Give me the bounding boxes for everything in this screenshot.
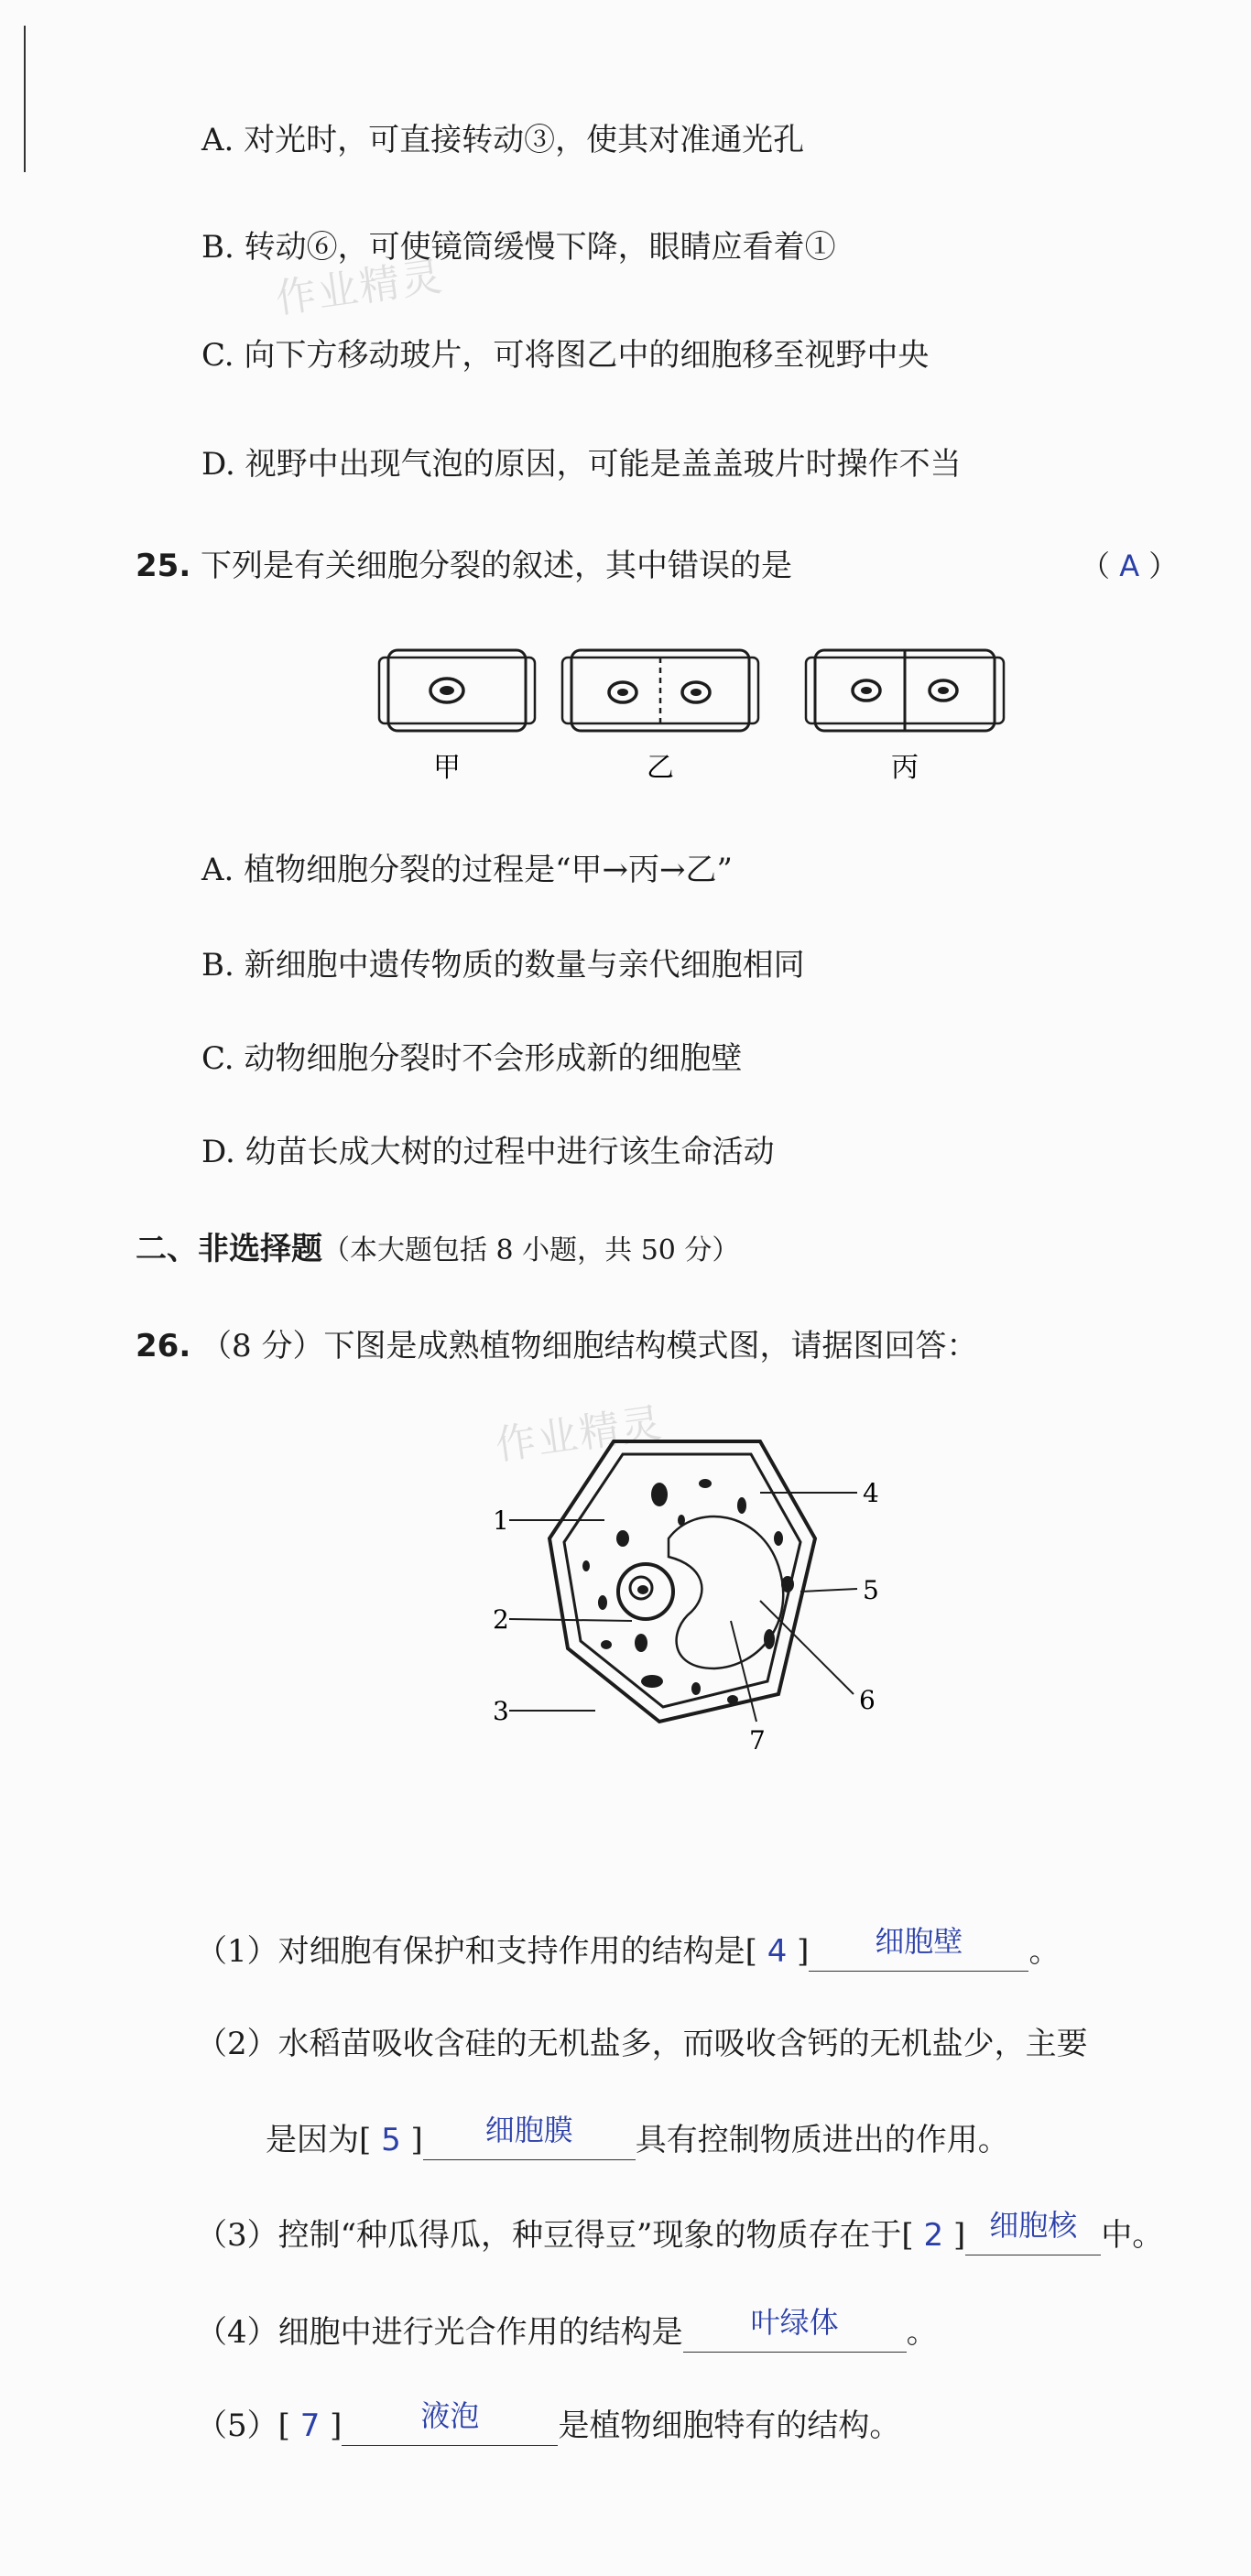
q26-part1-num: 4 <box>767 1933 788 1970</box>
q25-option-d: D. 幼苗长成大树的过程中进行该生命活动 <box>201 1134 775 1170</box>
q26-part1 <box>196 1924 1061 1972</box>
q26-part2-num: 5 <box>381 2122 401 2158</box>
q26-part4-suffix: 。 <box>906 2314 938 2351</box>
q26-part5-suffix: 是植物细胞特有的结构。 <box>558 2408 901 2444</box>
q26-part1-prefix: （1）对细胞有保护和支持作用的结构是[ <box>196 1933 757 1970</box>
q26-part5-prefix: （5）[ <box>196 2408 290 2444</box>
cell-label-6: 6 <box>859 1685 876 1715</box>
fig-label-yi: 乙 <box>647 752 674 784</box>
q26-part3-answer: 细胞核 <box>989 2208 1078 2243</box>
q26-stem <box>136 1326 978 1366</box>
q26-part3-bracket: ] <box>952 2217 966 2254</box>
q24-option-a: A. 对光时，可直接转动③，使其对准通光孔 <box>201 122 805 158</box>
q26-number: 26. <box>136 1328 191 1364</box>
q26-part4-prefix: （4）细胞中进行光合作用的结构是 <box>196 2314 683 2351</box>
q26-part5 <box>196 2398 901 2446</box>
q24-option-c: C. 向下方移动玻片，可将图乙中的细胞移至视野中央 <box>201 337 930 374</box>
watermark: 作业精灵 <box>492 1399 667 1470</box>
q26-part2-line1: （2）水稻苗吸收含硅的无机盐多，而吸收含钙的无机盐少，主要 <box>196 2026 1088 2062</box>
q26-part3-prefix: （3）控制“种瓜得瓜，种豆得豆”现象的物质存在于[ <box>196 2217 914 2254</box>
section2-heading <box>136 1229 739 1271</box>
q26-part2-answer: 细胞膜 <box>484 2113 573 2147</box>
q26-part2-bracket: ] <box>410 2122 423 2158</box>
cell-label-1: 1 <box>493 1505 509 1536</box>
cell-label-5: 5 <box>863 1575 879 1605</box>
q25-answer: A <box>1119 549 1140 583</box>
paren-close: ） <box>1148 549 1179 583</box>
q26-part2-blank <box>423 2113 636 2160</box>
q25-option-b: B. 新细胞中遗传物质的数量与亲代细胞相同 <box>201 947 805 984</box>
cell-division-figure <box>375 632 1017 788</box>
section2-note: （本大题包括 8 小题，共 50 分） <box>322 1234 740 1266</box>
q26-part1-suffix: 。 <box>1028 1933 1061 1970</box>
q25-stem-text: 下列是有关细胞分裂的叙述，其中错误的是 <box>201 548 793 584</box>
q26-part4-blank <box>683 2305 907 2353</box>
q26-part5-blank <box>342 2398 558 2446</box>
q26-part1-blank <box>809 1924 1028 1972</box>
cell-label-4: 4 <box>863 1478 879 1508</box>
q24-option-b: B. 转动⑥，可使镜筒缓慢下降，眼睛应看着① <box>201 229 836 266</box>
q25-answer-paren <box>1081 546 1178 586</box>
q26-part5-answer: 液泡 <box>420 2398 480 2433</box>
q26-part4-answer: 叶绿体 <box>750 2305 839 2340</box>
q26-part1-bracket: ] <box>797 1933 810 1970</box>
fig-label-jia: 甲 <box>433 752 461 784</box>
page-edge-line <box>24 26 26 172</box>
q26-part3 <box>196 2208 1164 2255</box>
plant-cell-figure <box>485 1429 907 1795</box>
q26-part5-bracket: ] <box>330 2408 343 2444</box>
q26-part1-answer: 细胞壁 <box>875 1924 963 1959</box>
q26-part2-suffix: 具有控制物质进出的作用。 <box>635 2122 1009 2158</box>
q26-part3-blank <box>965 2208 1101 2255</box>
q24-option-d: D. 视野中出现气泡的原因，可能是盖盖玻片时操作不当 <box>201 446 962 483</box>
q26-stem-text: （8 分）下图是成熟植物细胞结构模式图，请据图回答： <box>201 1328 978 1364</box>
paren-open: （ <box>1081 549 1111 583</box>
fig-label-bing: 丙 <box>891 752 919 784</box>
cell-label-2: 2 <box>493 1604 509 1635</box>
cell-label-3: 3 <box>493 1696 509 1726</box>
section2-title: 二、非选择题 <box>136 1231 322 1267</box>
watermark: 作业精灵 <box>272 253 447 323</box>
q25-stem <box>136 546 792 586</box>
q25-option-a: A. 植物细胞分裂的过程是“甲→丙→乙” <box>201 852 733 888</box>
q26-part4 <box>196 2305 938 2353</box>
cell-label-7: 7 <box>749 1725 766 1755</box>
q26-part2-prefix: 是因为[ <box>266 2122 372 2158</box>
q25-option-c: C. 动物细胞分裂时不会形成新的细胞壁 <box>201 1040 743 1077</box>
q26-part3-suffix: 中。 <box>1101 2217 1164 2254</box>
q25-number: 25. <box>136 548 191 584</box>
q26-part3-num: 2 <box>923 2217 944 2254</box>
q26-part5-num: 7 <box>299 2408 321 2444</box>
q26-part2-line2 <box>266 2113 1009 2160</box>
